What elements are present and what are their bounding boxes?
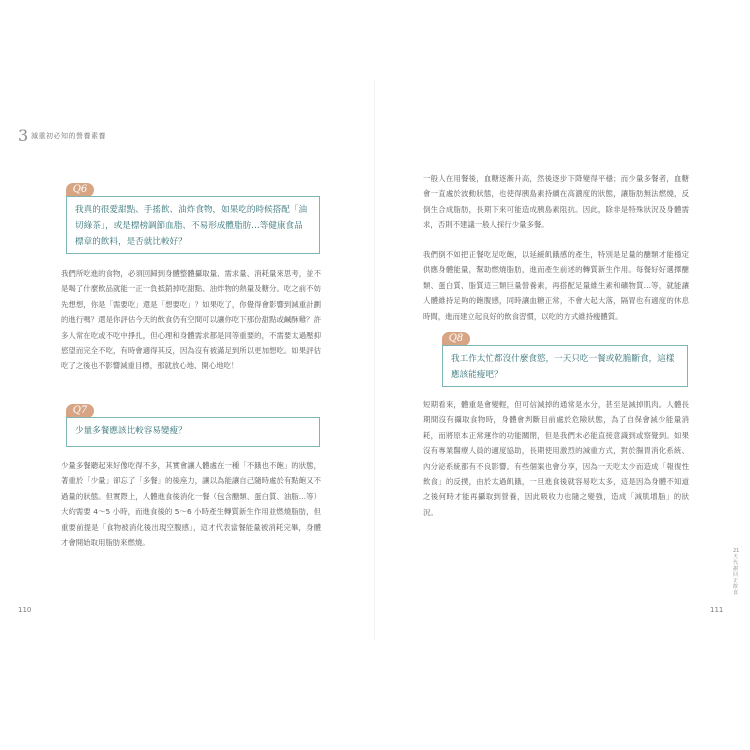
- q7-badge: Q7: [66, 404, 94, 418]
- q6-answer: 我們所吃進的食物，必須回歸到身體整體攝取量、需求量、消耗量來思考，並不是喝了什麼飲品就能一正一負抵銷掉吃甜點、油炸物的熱量及糖分。吃之前不妨先想想，你是「需要吃」還是「想要吃」？如果吃了，你覺得會影響到減重計劃的進行嗎？還是你評估今天的飲食仍有空間可以讓你吃下那份甜點或鹹酥雞？許多人常在吃或不吃中掙扎，但心理和身體需求都是同等重要的，不需要太過壓抑慾望而完全不吃，有時會適得其反，因為沒有被滿足到所以更加想吃。如果評估吃了之後也不影響減重目標，那就放心地、開心地吃！: [61, 269, 321, 371]
- left-page-number: 110: [18, 606, 32, 614]
- q7-answer-continued: 一般人在用餐後，血糖逐漸升高，然後逐步下降變得平穩；而少量多餐者，血糖會一直處於波動狀態，也使得胰島素持續在高濃度的狀態，讓脂肪無法燃燒，反倒生合成脂肪，長期下來可能造成胰島素阻抗。因此，除非是特殊狀況及身體需求，否則不建議一般人採行少量多餐。: [423, 174, 689, 230]
- chapter-title: 減重初必知的營養素養: [31, 132, 106, 140]
- right-page: [375, 0, 750, 750]
- q6-question-box: [66, 196, 320, 254]
- side-running-title: 21天代謝回正飲食: [733, 548, 740, 596]
- q8-answer: 短期看來，體重是會變輕，但可信減掉的通常是水分，甚至是減掉肌肉。人體長期間沒有攝取食物時，身體會判斷目前處於危險狀態，為了自保會減少能量消耗，而將原本正常運作的功能關閉，但是我們未必能直接意識到或察覺到。如果沒有專業醫療人員的適度協助，長期使用激烈的減重方式，對於腸胃消化系統、內分泌系統都有不良影響。有些個案也會分享，因為一天吃太少而造成「報復性飲食」的反撲，由於太過飢餓，一旦進食後就容易吃太多，這是因為身體不知道之後何時才能再攝取到營養，因此吸收力也隨之變強，造成「減肌增脂」的狀況。: [423, 400, 689, 517]
- q7-answer-continued-2: 我們倒不如把正餐吃足吃飽，以延緩飢餓感的產生，特別是足量的醣類才能穩定供應身體能量，幫助燃燒脂肪，進而產生前述的轉質新生作用。每餐好好選擇醣類、蛋白質、脂質這三類巨量營養素，再搭配足量維生素和礦物質…等，就能讓人體維持足夠的飽腹感，同時讓血糖正常，不會大起大落，隔胃也有適度的休息時間，進而建立起良好的飲食習慣，以吃的方式維持瘦體質。: [423, 250, 689, 321]
- q8-question-box: [442, 345, 688, 387]
- q8-question-text: 我工作太忙都沒什麼食慾，一天只吃一餐或乾脆斷食，這樣應該能瘦吧？: [451, 354, 675, 380]
- chapter-number: 3: [18, 126, 29, 145]
- q6-badge: Q6: [66, 183, 94, 197]
- q8-badge: Q8: [442, 332, 470, 346]
- q6-question-text: 我真的很愛甜點、手搖飲、油炸食物，如果吃的時候搭配「油切綠茶」，或是標榜調節血脂、不易形成體脂肪…等健康食品標章的飲料，是否就比較好？: [75, 205, 308, 247]
- q7-question-text: 少量多餐應該比較容易變瘦？: [75, 426, 187, 436]
- q7-question-box: [66, 417, 320, 447]
- q7-answer: 少量多餐聽起來好像吃得不多，其實會讓人體處在一種「不餓也不飽」的狀態，著重於「少量」卻忘了「多餐」的後座力，讓以為能讓自己隨時處於有點飽又不過量的狀態。但實際上，人體進食後消化一餐（包含醣類、蛋白質、油脂…等）大約需要 4～5 小時，而進食後的 5～6 小時產生轉質新生作用並燃燒脂肪，但重要前提是「食物被消化後出現空腹感」，這才代表當餐能量被消耗完畢，身體才會開始取用脂肪來燃燒。: [61, 461, 321, 548]
- right-page-number: 111: [710, 606, 724, 614]
